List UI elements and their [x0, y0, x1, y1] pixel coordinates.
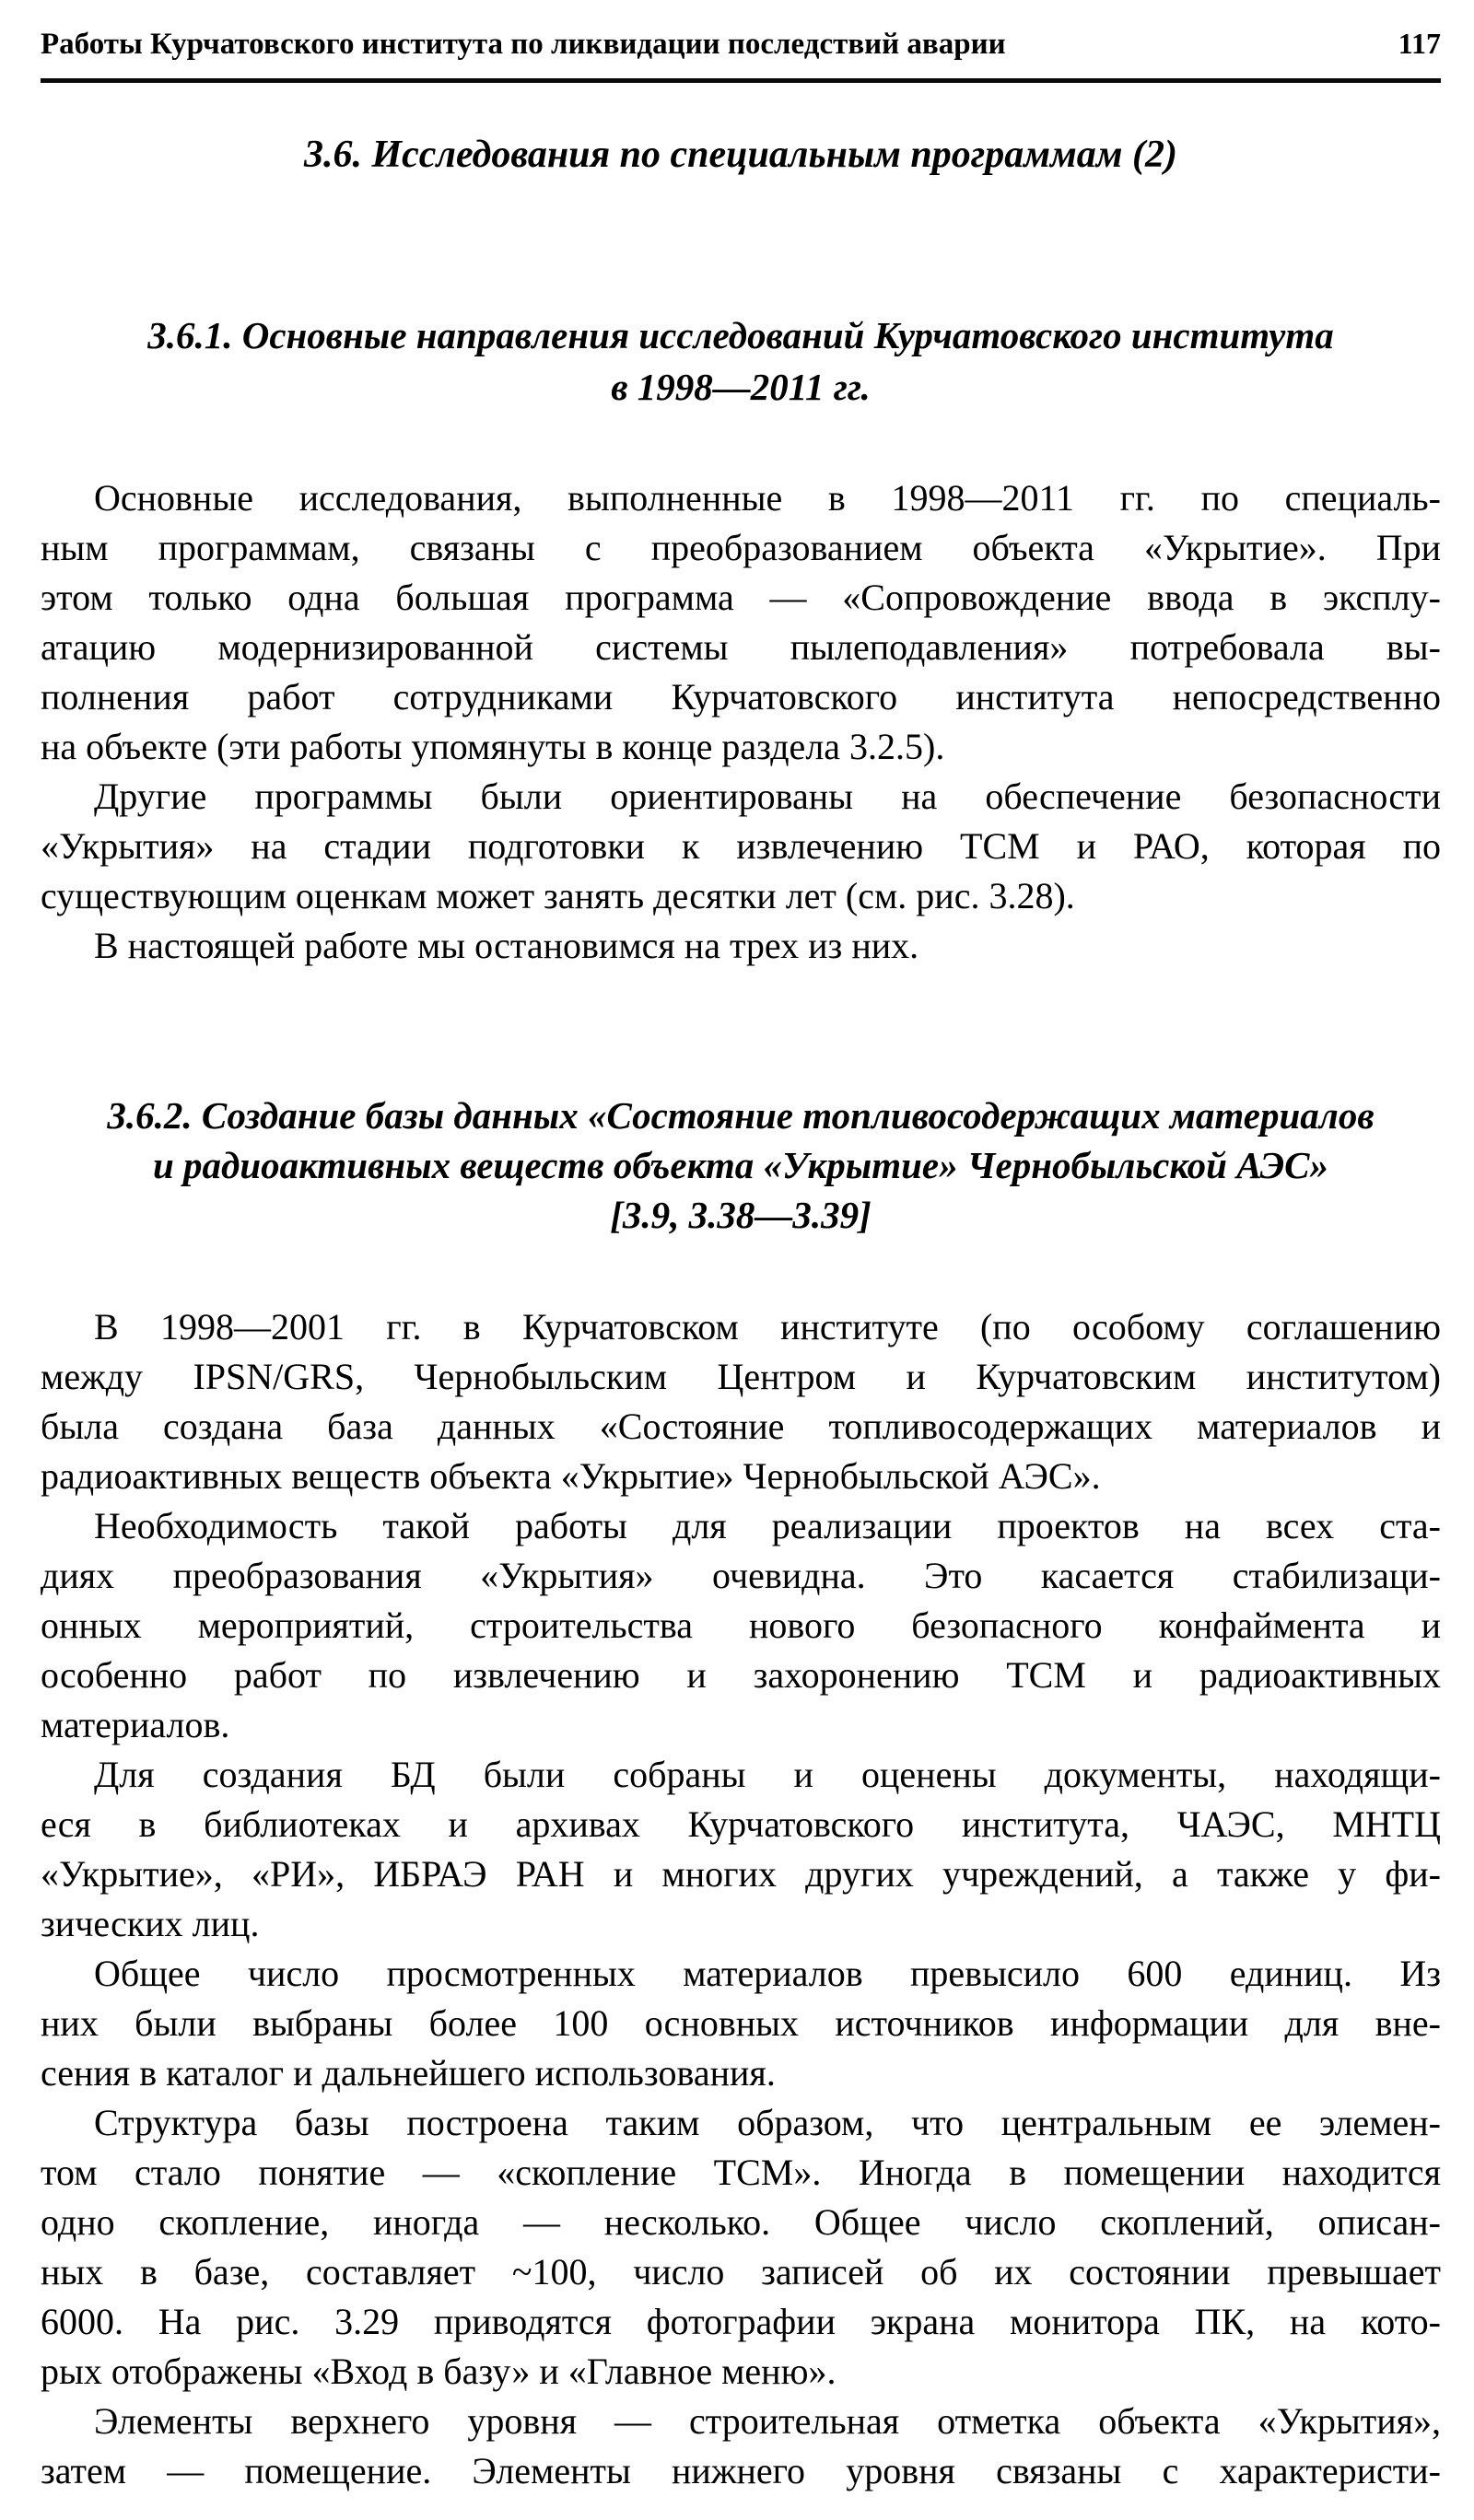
text-line: В 1998—2001 гг. в Курчатовском институте (по особому соглашению	[94, 1306, 1441, 1348]
text-line: была создана база данных «Состояние топливосодержащих материалов и	[41, 1406, 1441, 1447]
text-line: них были выбраны более 100 основных источников информации для вне-	[41, 2002, 1441, 2044]
text-line: 6000. На рис. 3.29 приводятся фотографии экрана монитора ПК, на кото-	[41, 2301, 1441, 2342]
heading-line: 3.6.1. Основные направления исследований Курчатовского института	[147, 314, 1334, 356]
text-line: затем — помещение. Элементы нижнего уровня связаны с характеристи-	[41, 2450, 1441, 2491]
subsection-3-6-1-heading	[41, 309, 1441, 413]
text-line: Необходимость такой работы для реализации проектов на всех ста-	[94, 1505, 1441, 1546]
text-line: «Укрытия» на стадии подготовки к извлечению ТСМ и РАО, которая по	[41, 825, 1441, 867]
text-line: полнения работ сотрудниками Курчатовского института непосредственно	[41, 676, 1441, 718]
heading-line: и радиоактивных веществ объекта «Укрытие» Чернобыльской АЭС»	[152, 1144, 1328, 1186]
text-line: между IPSN/GRS, Чернобыльским Центром и Курчатовским институтом)	[41, 1356, 1441, 1397]
section-3-6-heading: 3.6. Исследования по специальным программам (2)	[303, 134, 1178, 176]
subsection-3-6-2-heading	[41, 1091, 1441, 1240]
heading-line: [3.9, 3.38—3.39]	[610, 1194, 872, 1236]
text-line: материалов.	[41, 1704, 230, 1745]
text-line: зических лиц.	[41, 1903, 260, 1944]
text-line: атацию модернизированной системы пылеподавления» потребовала вы-	[41, 626, 1441, 668]
running-header-title: Работы Курчатовского института по ликвидации последствий аварии	[41, 28, 1006, 61]
text-line: радиоактивных веществ объекта «Укрытие» Чернобыльской АЭС».	[41, 1455, 1101, 1497]
text-line: Структура базы построена таким образом, что центральным ее элемен-	[94, 2102, 1441, 2143]
text-line: «Укрытие», «РИ», ИБРАЭ РАН и многих других учреждений, а также у фи-	[41, 1853, 1441, 1895]
text-line: существующим оценкам может занять десятки лет (см. рис. 3.28).	[41, 875, 1075, 916]
text-line: рых отображены «Вход в базу» и «Главное меню».	[41, 2351, 836, 2392]
text-line: на объекте (эти работы упомянуты в конце раздела 3.2.5).	[41, 726, 945, 767]
text-line: том стало понятие — «скопление ТСМ». Иногда в помещении находится	[41, 2152, 1441, 2193]
text-line: еся в библиотеках и архивах Курчатовского института, ЧАЭС, МНТЦ	[41, 1803, 1441, 1845]
text-line: В настоящей работе мы остановимся на трех из них.	[94, 925, 919, 966]
text-line: Элементы верхнего уровня — строительная отметка объекта «Укрытия»,	[94, 2400, 1441, 2442]
text-line: Другие программы были ориентированы на обеспечение безопасности	[94, 776, 1441, 817]
heading-line: 3.6.2. Создание базы данных «Состояние топливосодержащих материалов	[107, 1094, 1375, 1137]
page-number: 117	[1398, 27, 1441, 60]
header-rule	[41, 78, 1441, 83]
text-line: Для создания БД были собраны и оценены документы, находящи-	[94, 1754, 1441, 1795]
text-line: Основные исследования, выполненные в 1998—2011 гг. по специаль-	[94, 477, 1441, 519]
text-line: одно скопление, иногда — несколько. Общее число скоплений, описан-	[41, 2201, 1441, 2243]
text-line: Общее число просмотренных материалов превысило 600 единиц. Из	[94, 1953, 1441, 1994]
body-text-section-3-6-2	[41, 1302, 1441, 2496]
text-line: особенно работ по извлечению и захоронению ТСМ и радиоактивных	[41, 1654, 1441, 1696]
heading-line: в 1998—2011 гг.	[611, 366, 871, 408]
text-line: сения в каталог и дальнейшего использования.	[41, 2052, 776, 2094]
text-line: онных мероприятий, строительства нового безопасного конфаймента и	[41, 1604, 1441, 1646]
text-line: ных в базе, составляет ~100, число записей об их состоянии превышает	[41, 2251, 1441, 2292]
text-line: диях преобразования «Укрытия» очевидна. Это касается стабилизаци-	[41, 1555, 1441, 1596]
text-line: этом только одна большая программа — «Сопровождение ввода в эксплу-	[41, 577, 1441, 618]
running-header	[41, 28, 1441, 60]
text-line: ным программам, связаны с преобразованием объекта «Укрытие». При	[41, 527, 1441, 568]
body-text-section-3-6-1	[41, 473, 1441, 971]
